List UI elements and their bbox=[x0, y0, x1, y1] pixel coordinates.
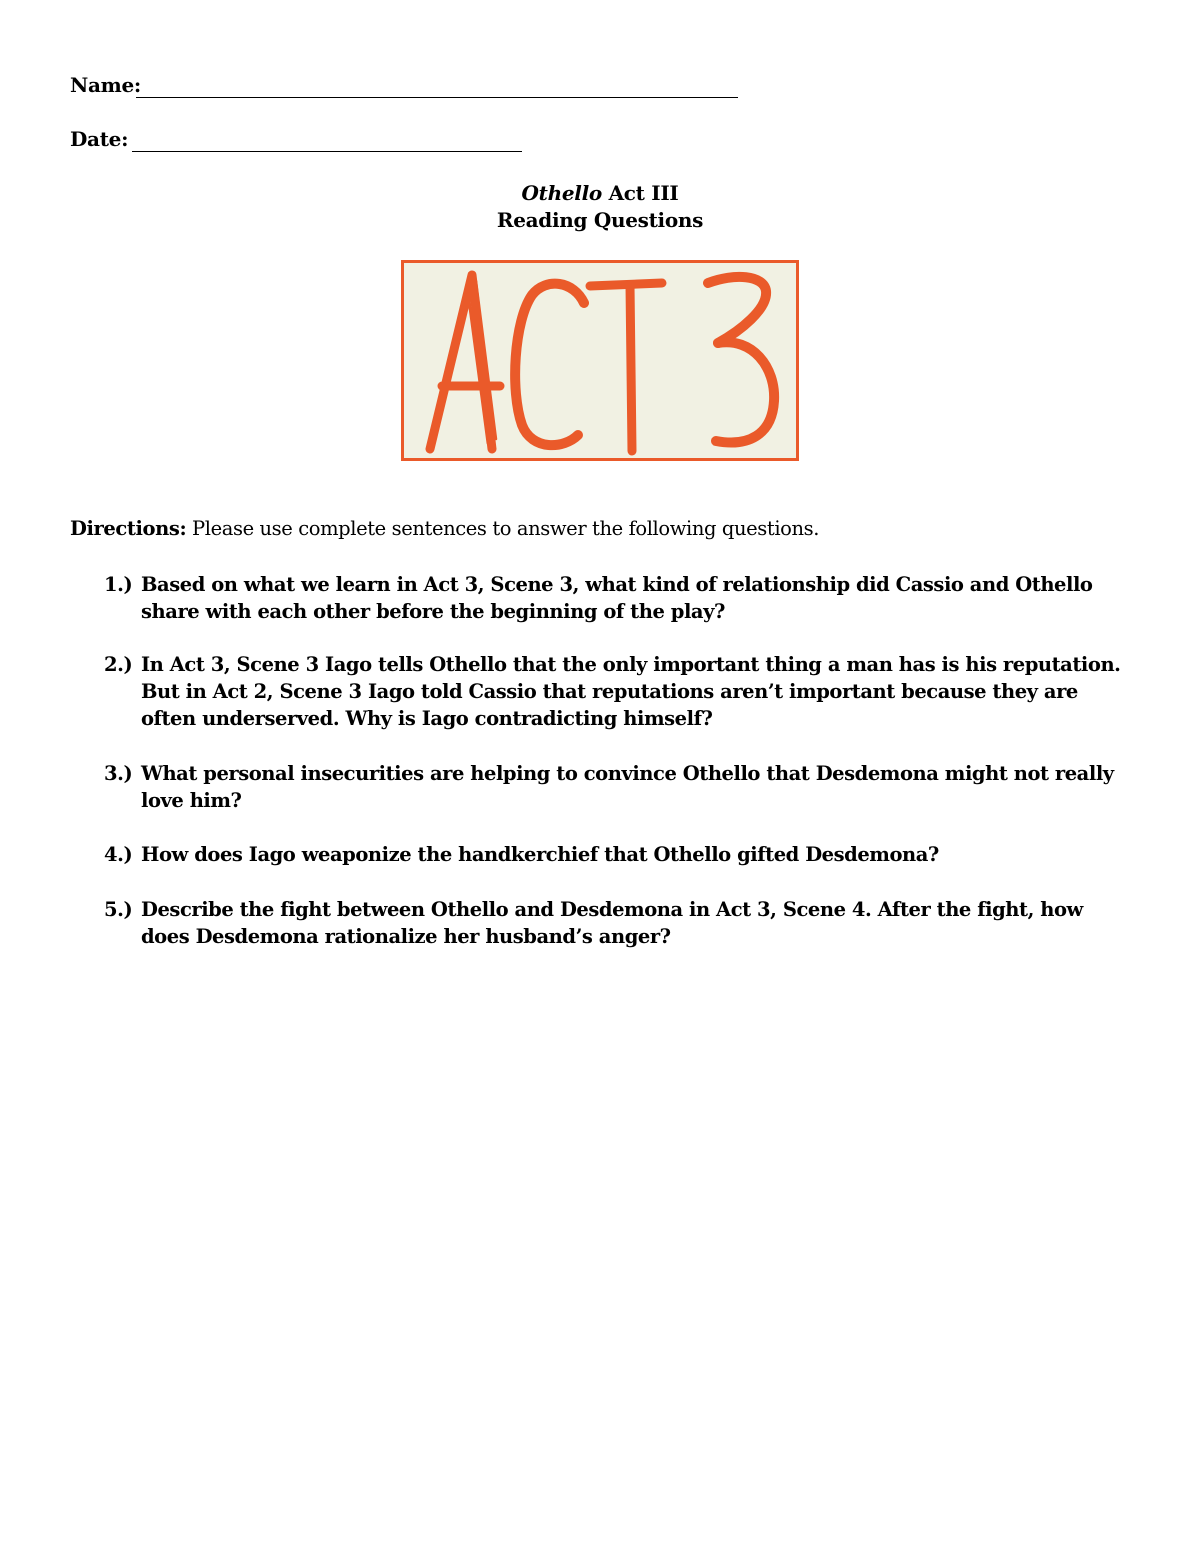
question-item bbox=[104, 896, 1124, 950]
question-item bbox=[104, 760, 1124, 814]
question-number: 1.) bbox=[104, 573, 133, 596]
directions-text: Please use complete sentences to answer the following questions. bbox=[186, 517, 820, 540]
title-act: Act III bbox=[601, 181, 679, 205]
act-3-lettering bbox=[404, 263, 796, 458]
directions bbox=[70, 515, 1130, 542]
question-text: Describe the fight between Othello and Desdemona in Act 3, Scene 4. After the fight, how does Desdemona rationalize her husband’s anger? bbox=[141, 898, 1083, 948]
date-label: Date: bbox=[70, 127, 129, 151]
question-number: 4.) bbox=[104, 843, 133, 866]
title-line bbox=[0, 180, 1200, 207]
question-number: 5.) bbox=[104, 898, 133, 921]
question-item bbox=[104, 651, 1124, 732]
question-item bbox=[104, 571, 1124, 625]
question-text: In Act 3, Scene 3 Iago tells Othello that the only important thing a man has is his reputation. But in Act 2, Scene 3 Iago told Cassio that reputations aren’t important because they are often underserved. Why is Iago contradicting himself? bbox=[141, 653, 1121, 730]
act-3-banner-image bbox=[401, 260, 799, 461]
name-underline bbox=[136, 97, 738, 98]
date-field[interactable] bbox=[70, 127, 530, 155]
name-label: Name: bbox=[70, 73, 142, 97]
question-text: How does Iago weaponize the handkerchief that Othello gifted Desdemona? bbox=[141, 843, 939, 866]
date-underline bbox=[132, 151, 522, 152]
question-item bbox=[104, 841, 1124, 868]
title-play-name: Othello bbox=[521, 181, 602, 205]
worksheet-title bbox=[0, 180, 1200, 234]
question-text: Based on what we learn in Act 3, Scene 3, what kind of relationship did Cassio and Othello share with each other before the beginning of the play? bbox=[141, 573, 1093, 623]
title-subtitle: Reading Questions bbox=[496, 208, 704, 232]
name-field[interactable] bbox=[70, 73, 750, 101]
question-number: 2.) bbox=[104, 653, 133, 676]
question-text: What personal insecurities are helping to convince Othello that Desdemona might not really love him? bbox=[141, 762, 1114, 812]
question-number: 3.) bbox=[104, 762, 133, 785]
directions-label: Directions: bbox=[70, 517, 187, 540]
